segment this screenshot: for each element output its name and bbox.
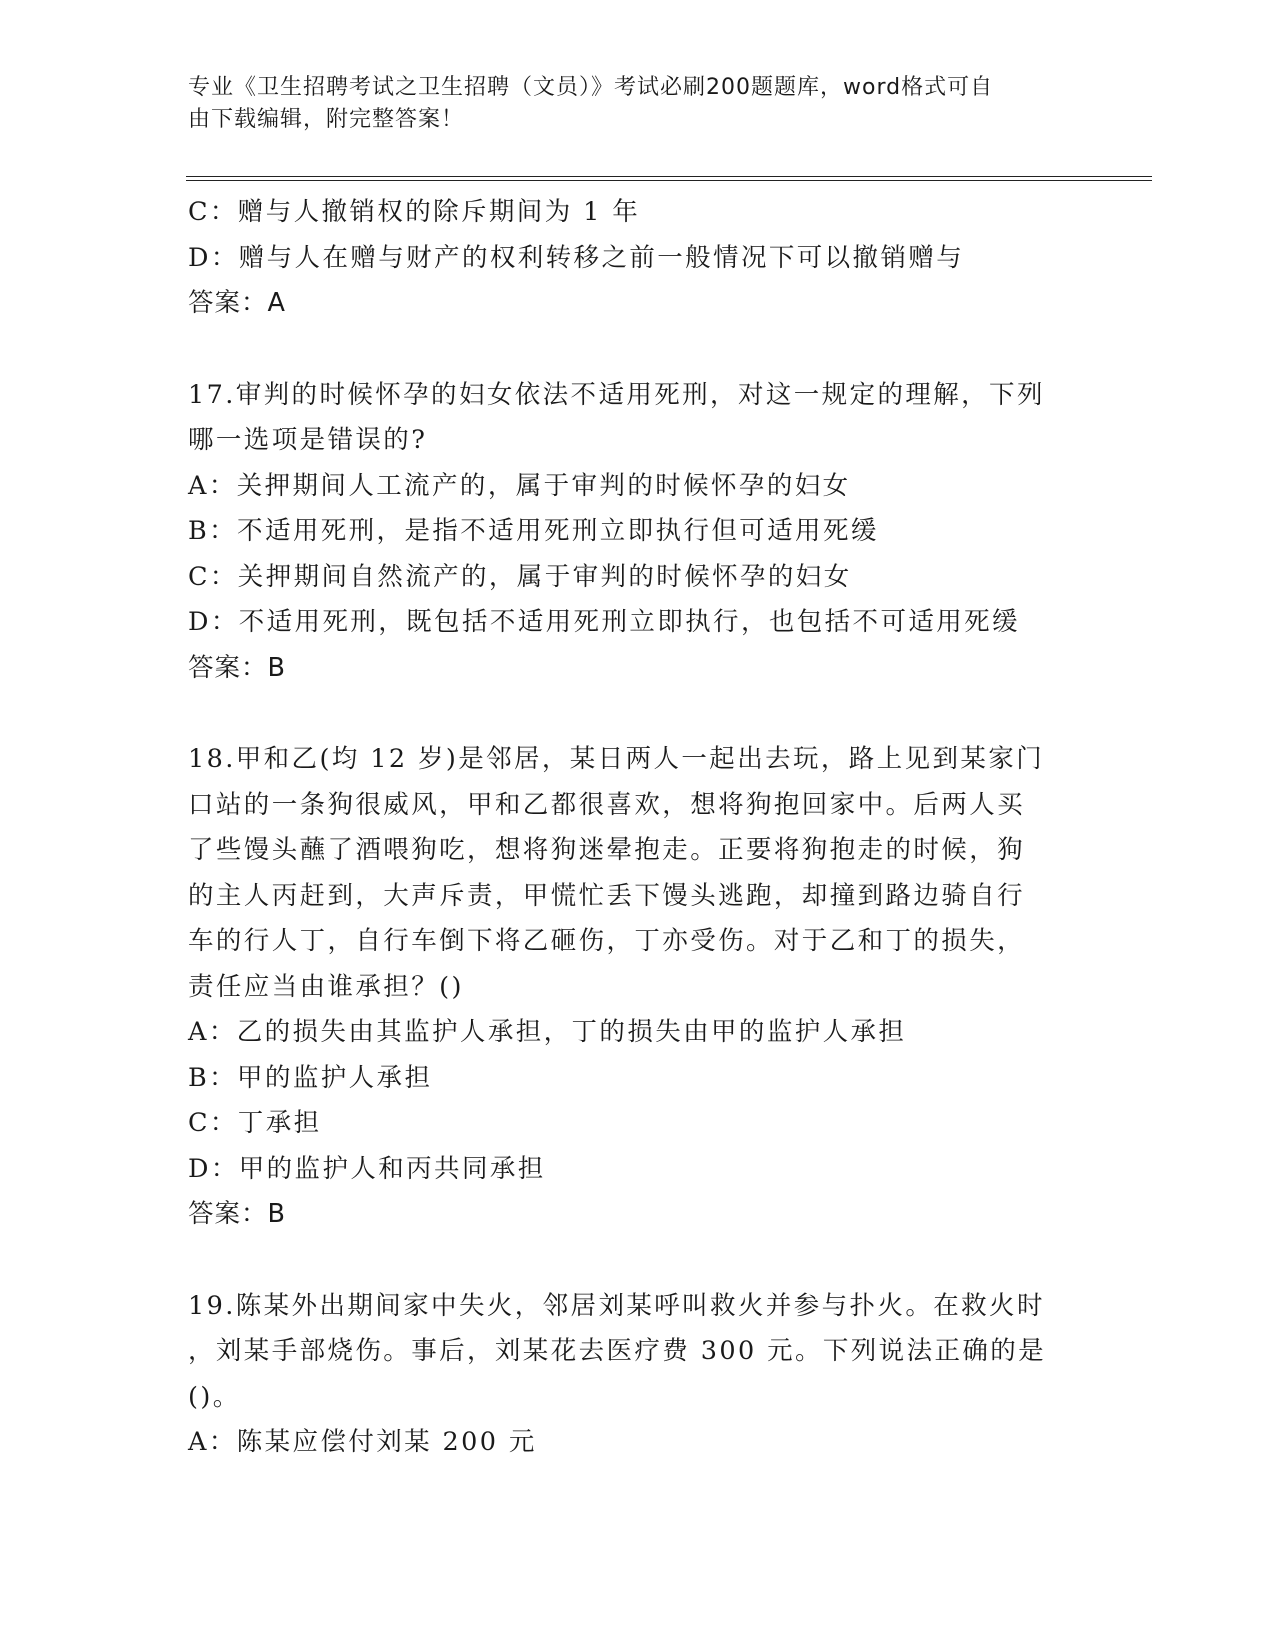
option-c: C：丁承担	[188, 1108, 322, 1138]
question-stem: 17.审判的时候怀孕的妇女依法不适用死刑，对这一规定的理解，下列	[188, 379, 1045, 410]
spacer	[188, 691, 1088, 737]
spacer	[188, 327, 1088, 373]
option-b: B：不适用死刑，是指不适用死刑立即执行但可适用死缓	[188, 516, 879, 546]
option-a: A：乙的损失由其监护人承担，丁的损失由甲的监护人承担	[188, 1017, 907, 1047]
option-a: A：陈某应偿付刘某 200 元	[188, 1427, 537, 1457]
header-divider	[186, 176, 1152, 181]
question-block-19	[188, 1284, 1088, 1466]
spacer	[188, 1238, 1088, 1284]
option-b: B：甲的监护人承担	[188, 1062, 433, 1093]
header-line-1: 专业《卫生招聘考试之卫生招聘（文员）》考试必刷200题题库，word格式可自	[188, 75, 994, 100]
question-stem: 的主人丙赶到，大声斥责，甲慌忙丢下馒头逃跑，却撞到路边骑自行	[188, 880, 1026, 911]
question-stem: ，刘某手部烧伤。事后，刘某花去医疗费 300 元。下列说法正确的是	[188, 1336, 1047, 1366]
option-d: D：赠与人在赠与财产的权利转移之前一般情况下可以撤销赠与	[188, 242, 965, 273]
answer-label: 答案：B	[188, 1199, 286, 1229]
header-line-2: 由下载编辑，附完整答案！	[188, 107, 465, 132]
question-stem: 口站的一条狗很威风，甲和乙都很喜欢，想将狗抱回家中。后两人买	[188, 789, 1026, 820]
question-block-17	[188, 373, 1088, 692]
option-d: D：不适用死刑，既包括不适用死刑立即执行，也包括不可适用死缓	[188, 607, 1020, 637]
question-stem: ()。	[188, 1381, 241, 1412]
question-stem: 车的行人丁，自行车倒下将乙砸伤，丁亦受伤。对于乙和丁的损失，	[188, 926, 1026, 956]
question-block-prev	[188, 190, 1088, 327]
option-c: C：关押期间自然流产的，属于审判的时候怀孕的妇女	[188, 561, 852, 592]
document-body	[188, 190, 1088, 1466]
answer-label: 答案：B	[188, 652, 286, 683]
page-header	[188, 72, 1068, 136]
question-stem: 了些馒头蘸了酒喂狗吃，想将狗迷晕抱走。正要将狗抱走的时候，狗	[188, 835, 1026, 865]
question-stem: 责任应当由谁承担？()	[188, 971, 464, 1002]
question-stem: 哪一选项是错误的?	[188, 425, 428, 455]
option-d: D：甲的监护人和丙共同承担	[188, 1153, 546, 1184]
option-a: A：关押期间人工流产的，属于审判的时候怀孕的妇女	[188, 470, 851, 501]
question-block-18	[188, 737, 1088, 1238]
question-stem: 18.甲和乙(均 12 岁)是邻居，某日两人一起出去玩，路上见到某家门	[188, 744, 1045, 774]
question-stem: 19.陈某外出期间家中失火，邻居刘某呼叫救火并参与扑火。在救火时	[188, 1290, 1045, 1321]
option-c: C：赠与人撤销权的除斥期间为 1 年	[188, 197, 641, 227]
answer-label: 答案：A	[188, 288, 286, 318]
